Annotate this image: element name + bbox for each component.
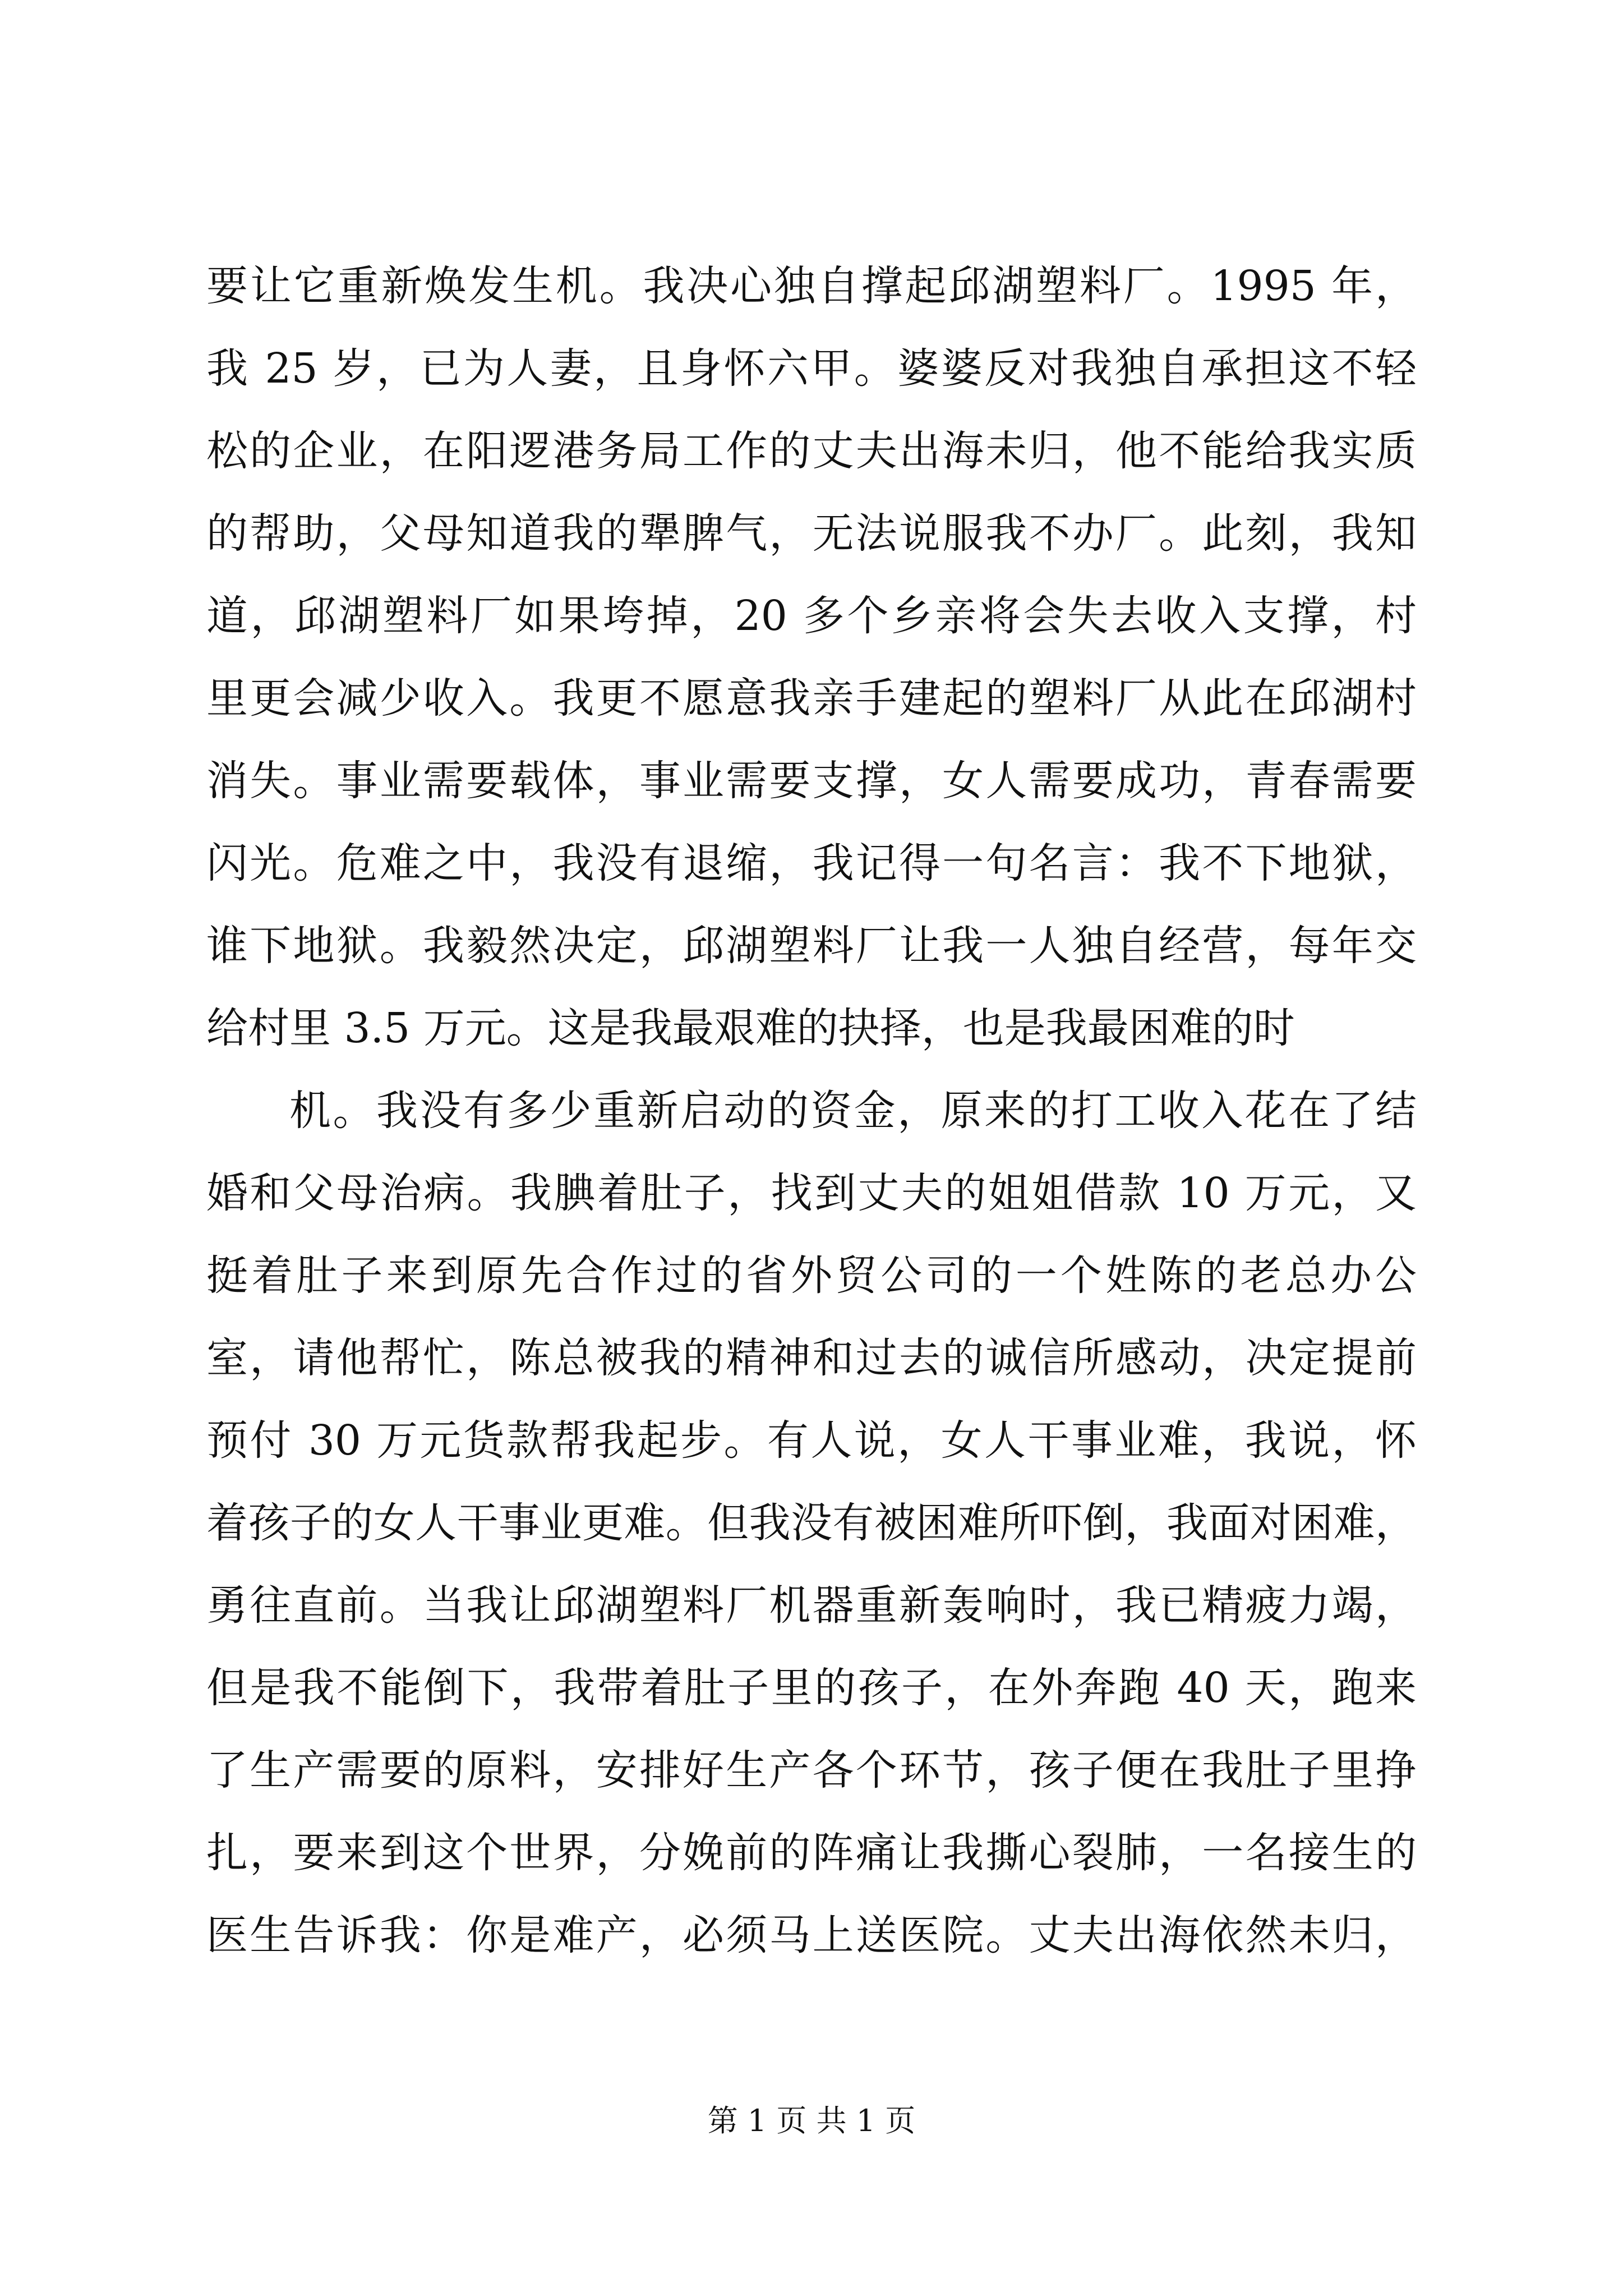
text-line: 着孩子的女人干事业更难。但我没有被困难所吓倒，我面对困难， [206,1499,1417,1547]
text-line: 机。我没有多少重新启动的资金，原来的打工收入花在了结 [289,1087,1417,1135]
text-line: 松的企业，在阳逻港务局工作的丈夫出海未归，他不能给我实质 [206,427,1417,475]
text-line: 消失。事业需要载体，事业需要支撑，女人需要成功，青春需要 [206,757,1417,805]
text-line: 扎，要来到这个世界，分娩前的阵痛让我撕心裂肺，一名接生的 [206,1829,1417,1877]
text-line: 的帮助，父母知道我的犟脾气，无法说服我不办厂。此刻，我知 [206,509,1417,558]
text-line: 我 25 岁，已为人妻，且身怀六甲。婆婆反对我独自承担这不轻 [206,344,1417,393]
document-body [206,245,1417,1977]
text-line: 室，请他帮忙，陈总被我的精神和过去的诚信所感动，决定提前 [206,1334,1417,1382]
text-line: 给村里 3.5 万元。这是我最艰难的抉择，也是我最困难的时 [206,1004,1295,1052]
text-line: 道，邱湖塑料厂如果垮掉，20 多个乡亲将会失去收入支撑，村 [206,592,1417,640]
text-line: 预付 30 万元货款帮我起步。有人说，女人干事业难，我说，怀 [206,1416,1417,1465]
text-line: 勇往直前。当我让邱湖塑料厂机器重新轰响时，我已精疲力竭， [206,1581,1417,1630]
text-line: 里更会减少收入。我更不愿意我亲手建起的塑料厂从此在邱湖村 [206,674,1417,723]
text-line: 了生产需要的原料，安排好生产各个环节，孩子便在我肚子里挣 [206,1746,1417,1795]
text-line: 谁下地狱。我毅然决定，邱湖塑料厂让我一人独自经营，每年交 [206,922,1417,970]
text-line: 但是我不能倒下，我带着肚子里的孩子，在外奔跑 40 天，跑来 [206,1664,1417,1712]
text-line: 闪光。危难之中，我没有退缩，我记得一句名言：我不下地狱， [206,839,1417,887]
text-line: 挺着肚子来到原先合作过的省外贸公司的一个姓陈的老总办公 [206,1251,1417,1300]
paragraph [206,1070,1417,1977]
paragraph [206,245,1417,1070]
text-line: 婚和父母治病。我腆着肚子，找到丈夫的姐姐借款 10 万元，又 [206,1169,1417,1217]
page-number-label: 第 1 页 共 1 页 [707,2103,916,2138]
text-line: 要让它重新焕发生机。我决心独自撑起邱湖塑料厂。1995 年， [206,262,1417,310]
page-footer [0,2101,1623,2141]
text-line: 医生告诉我：你是难产，必须马上送医院。丈夫出海依然未归， [206,1911,1417,1959]
